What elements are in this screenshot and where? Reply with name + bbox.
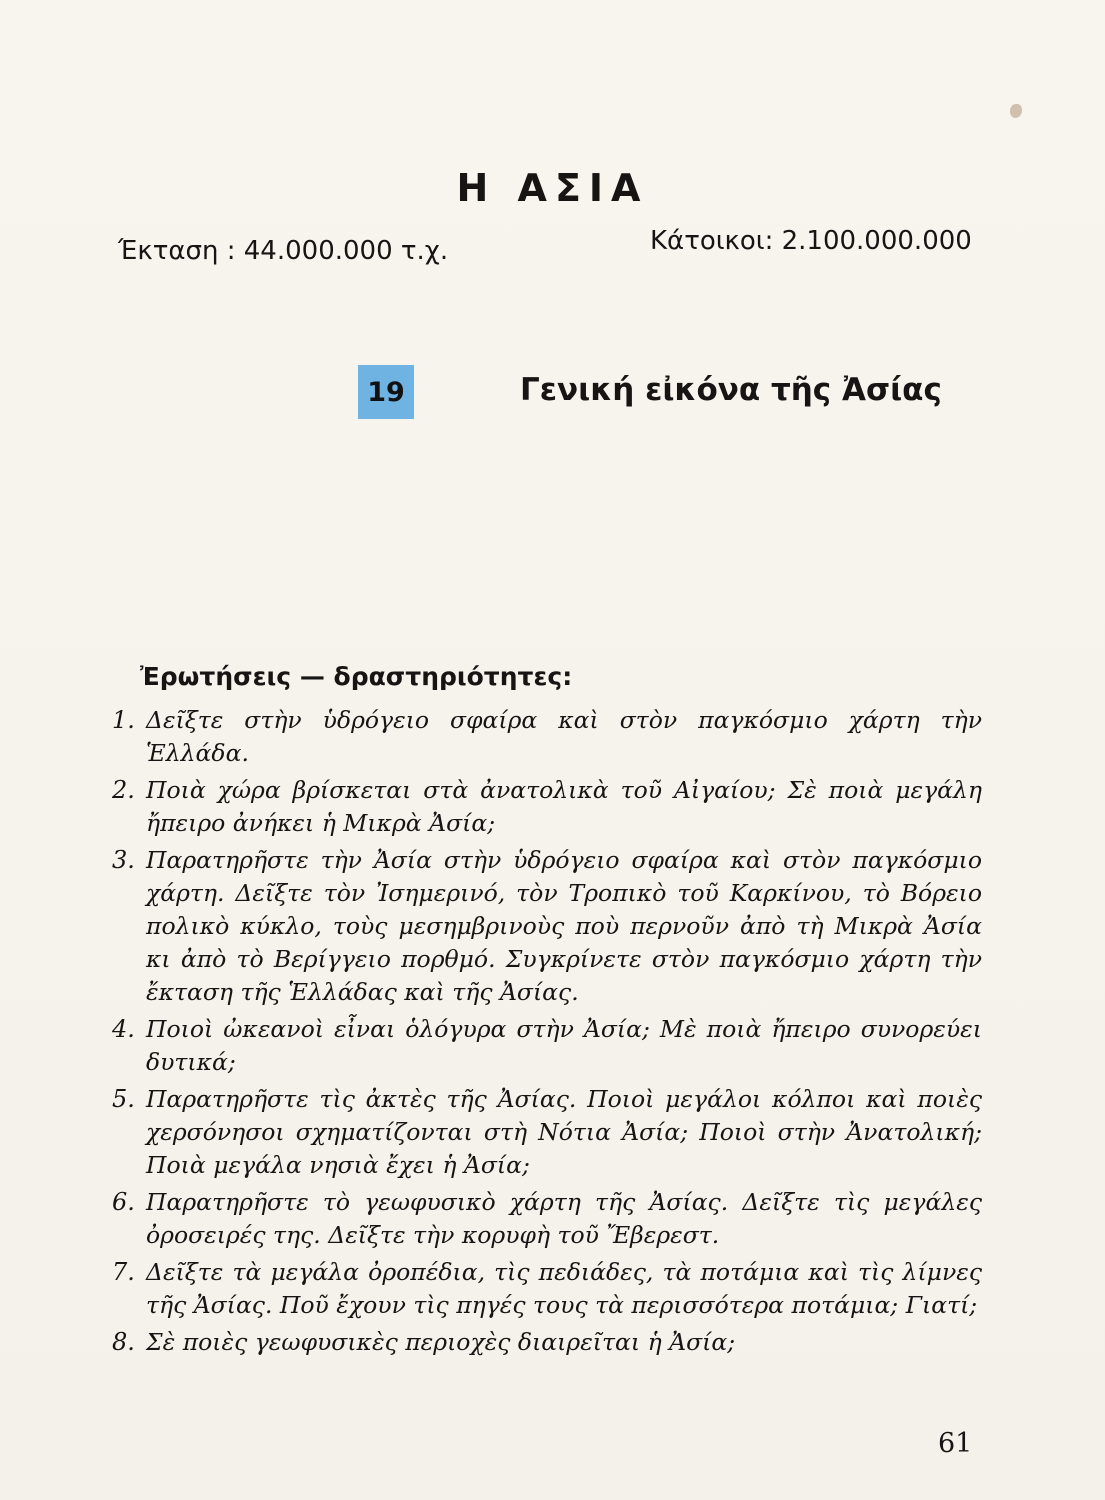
question-item	[112, 1256, 982, 1322]
question-item	[112, 1326, 982, 1359]
question-text: Δεῖξτε τὰ μεγάλα ὀροπέδια, τὶς πεδιάδες, τὰ ποτάμια καὶ τὶς λίμνες τῆς Ἀσίας. Ποῦ ἔχουν τὶς πηγές τους τὰ περισσότερα ποτάμια; Γιατί;	[146, 1258, 982, 1319]
question-item	[112, 1083, 982, 1182]
question-number: 6.	[112, 1188, 135, 1216]
question-number: 8.	[112, 1328, 135, 1356]
question-text: Δεῖξτε στὴν ὑδρόγειο σφαίρα καὶ στὸν παγκόσμιο χάρτη τὴν Ἑλλάδα.	[146, 706, 982, 767]
area-stat: Έκταση : 44.000.000 τ.χ.	[118, 236, 449, 266]
paper-speck	[1010, 104, 1022, 118]
question-number: 5.	[112, 1085, 135, 1113]
lesson-number-badge: 19	[358, 365, 414, 419]
question-number: 4.	[112, 1015, 135, 1043]
question-item	[112, 844, 982, 1009]
question-item	[112, 1013, 982, 1079]
question-text: Παρατηρῆστε τὴν Ἀσία στὴν ὑδρόγειο σφαίρα καὶ στὸν παγκόσμιο χάρτη. Δεῖξτε τὸν Ἰσημερινό, τὸν Τροπικὸ τοῦ Καρκίνου, τὸ Βόρειο πολικὸ κύκλο, τοὺς μεσημβρινοὺς ποὺ περνοῦν ἀπὸ τὴ Μικρὰ Ἀσία κι ἀπὸ τὸ Βερίγγειο πορθμό. Συγκρίνετε στὸν παγκόσμιο χάρτη τὴν ἔκταση τῆς Ἑλλάδας καὶ τῆς Ἀσίας.	[146, 846, 982, 1006]
question-number: 3.	[112, 846, 135, 874]
question-text: Παρατηρῆστε τὶς ἀκτὲς τῆς Ἀσίας. Ποιοὶ μεγάλοι κόλποι καὶ ποιὲς χερσόνησοι σχηματίζονται στὴ Νότια Ἀσία; Ποιοὶ στὴν Ἀνατολική; Ποιὰ μεγάλα νησιὰ ἔχει ἡ Ἀσία;	[146, 1085, 982, 1179]
question-number: 1.	[112, 706, 135, 734]
question-number: 7.	[112, 1258, 135, 1286]
question-text: Σὲ ποιὲς γεωφυσικὲς περιοχὲς διαιρεῖται ἡ Ἀσία;	[146, 1328, 736, 1356]
population-stat: Κάτοικοι: 2.100.000.000	[650, 226, 972, 256]
question-item	[112, 774, 982, 840]
question-item	[112, 704, 982, 770]
section-heading: Ἐρωτήσεις — δραστηριότητες:	[140, 662, 573, 691]
question-text: Ποιὰ χώρα βρίσκεται στὰ ἀνατολικὰ τοῦ Αἰγαίου; Σὲ ποιὰ μεγάλη ἤπειρο ἀνήκει ἡ Μικρὰ Ἀσία;	[146, 776, 982, 837]
lesson-title: Γενική εἰκόνα τῆς Ἀσίας	[520, 372, 942, 408]
page-number: 61	[938, 1428, 973, 1459]
chapter-title: Η ΑΣΙΑ	[456, 166, 649, 210]
question-number: 2.	[112, 776, 135, 804]
question-text: Ποιοὶ ὠκεανοὶ εἶναι ὁλόγυρα στὴν Ἀσία; Μὲ ποιὰ ἤπειρο συνορεύει δυτικά;	[146, 1015, 982, 1076]
question-text: Παρατηρῆστε τὸ γεωφυσικὸ χάρτη τῆς Ἀσίας. Δεῖξτε τὶς μεγάλες ὀροσειρές της. Δεῖξτε τὴν κορυφὴ τοῦ Ἔβερεστ.	[146, 1188, 982, 1249]
question-item	[112, 1186, 982, 1252]
questions-list	[112, 700, 982, 1359]
